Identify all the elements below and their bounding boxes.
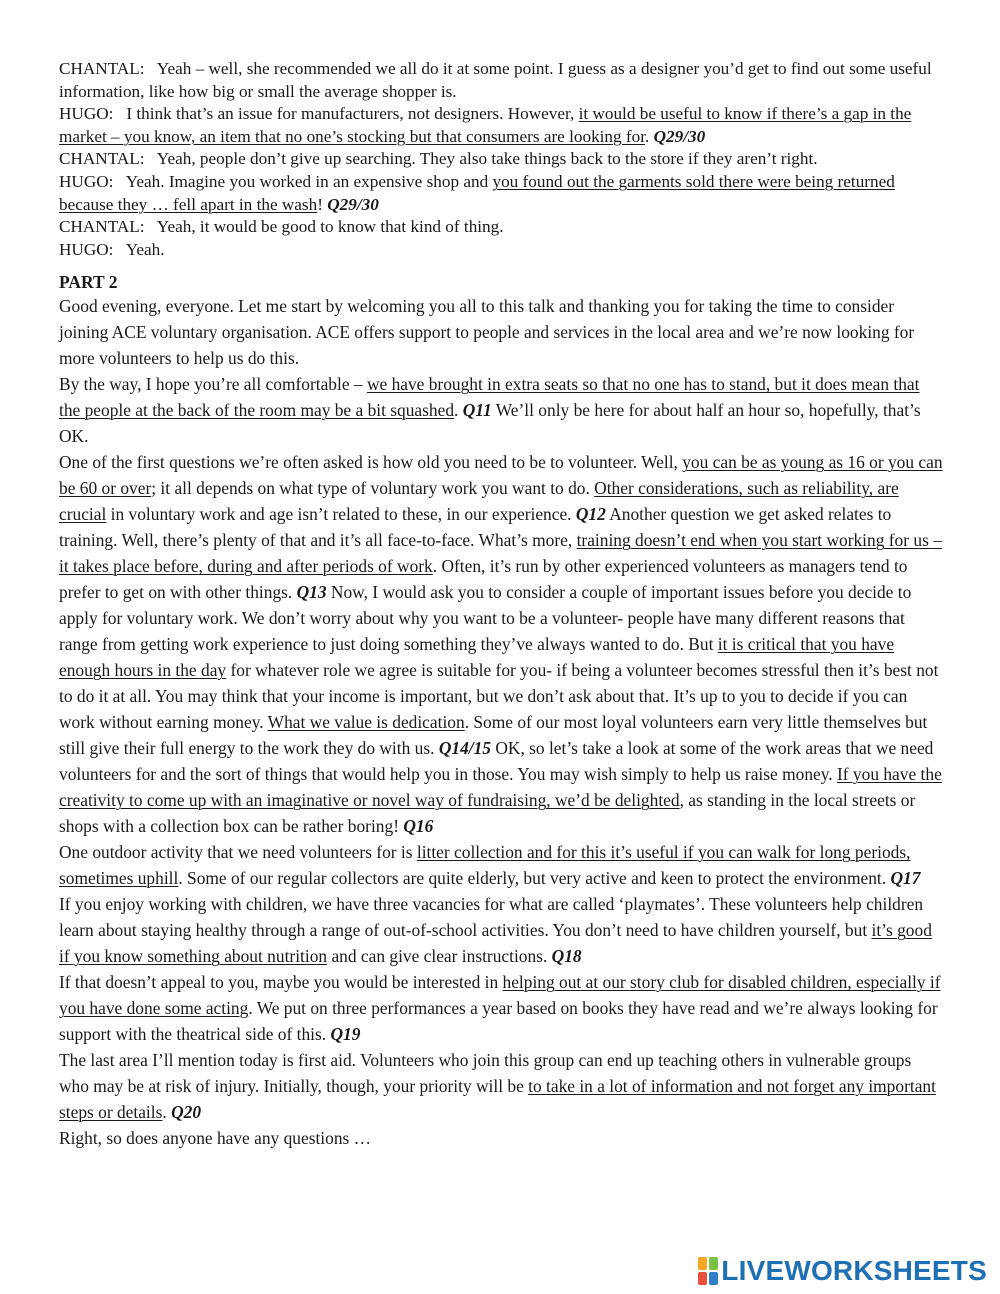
- underlined-answer: Other considerations, such as reliability, are crucial: [59, 478, 899, 525]
- text-run: We’ll only be here for about half an hour so, hopefully, that’s OK.: [59, 400, 921, 447]
- speaker-name: HUGO:: [59, 239, 114, 259]
- paragraph: [59, 293, 944, 371]
- question-marker: Q16: [403, 816, 434, 837]
- text-run: ; it all depends on what type of voluntary work you want to do.: [151, 478, 595, 499]
- question-marker: Q17: [890, 868, 921, 889]
- underlined-answer: helping out at our story club for disabled children, especially if you have done some acting: [59, 972, 941, 1019]
- paragraph: [59, 1047, 944, 1125]
- dialogue-line: [59, 216, 944, 239]
- paragraph: [59, 969, 944, 1047]
- text-run: , as standing in the local streets or shops with a collection box can be rather boring!: [59, 790, 916, 837]
- text-run: Yeah.: [125, 239, 165, 259]
- question-marker: Q11: [462, 400, 492, 421]
- text-run: Right, so does anyone have any questions …: [59, 1128, 372, 1149]
- text-run: .: [162, 1102, 172, 1123]
- text-run: !: [317, 194, 328, 214]
- underlined-answer: you found out the garments sold there were being returned because they … fell apart in the wash: [59, 171, 895, 214]
- text-run: . Some of our regular collectors are quite elderly, but very active and keen to protect the environment.: [178, 868, 891, 889]
- liveworksheets-logo: [698, 1256, 987, 1286]
- underlined-answer: training doesn’t end when you start working for us – it takes place before, during and after periods of work: [59, 530, 942, 577]
- paragraph: [59, 371, 944, 449]
- text-run: By the way, I hope you’re all comfortable –: [59, 374, 367, 395]
- logo-mark-icon: [698, 1257, 718, 1285]
- underlined-answer: it is critical that you have enough hours in the day: [59, 634, 895, 681]
- logo-mark-tile: [709, 1257, 718, 1270]
- text-run: The last area I’ll mention today is first aid. Volunteers who join this group can end up teaching others in vulnerable groups who may be at risk of injury. Initially, though, your priority will be: [59, 1050, 912, 1097]
- text-run: If you enjoy working with children, we have three vacancies for what are called ‘playmates’. These volunteers help children learn about staying healthy through a range of out-of-school activities. You don’t need to have children yourself, but: [59, 894, 924, 941]
- text-run: .: [645, 126, 654, 146]
- text-run: Now, I would ask you to consider a couple of important issues before you decide to apply for voluntary work. We don’t worry about why you want to be a volunteer- people have many different reasons that range from getting work experience to just doing something they’ve always wanted to do. But: [59, 582, 912, 655]
- text-run: . We put on three performances a year based on books they have read and we’re always looking for support with the theatrical side of this.: [59, 998, 938, 1045]
- speaker-name: CHANTAL:: [59, 59, 145, 78]
- question-marker: Q18: [551, 946, 582, 967]
- text-run: Another question we get asked relates to training. Well, there’s plenty of that and it’s all face-to-face. What’s more,: [59, 504, 892, 551]
- paragraph: [59, 449, 944, 839]
- question-marker: Q20: [171, 1102, 202, 1123]
- paragraph: [59, 891, 944, 969]
- dialogue-line: [59, 103, 944, 148]
- text-run: Yeah, it would be good to know that kind of thing.: [156, 217, 504, 237]
- text-run: Good evening, everyone. Let me start by welcoming you all to this talk and thanking you for taking the time to consider joining ACE voluntary organisation. ACE offers support to people and services in the local area and we’re now looking for more volunteers to help us do this.: [59, 296, 915, 369]
- part2-body: [59, 293, 944, 1151]
- underlined-answer: If you have the creativity to come up with an imaginative or novel way of fundraising, we’d be delighted: [59, 764, 942, 811]
- text-run: If that doesn’t appeal to you, maybe you would be interested in: [59, 972, 503, 993]
- text-run: OK, so let’s take a look at some of the work areas that we need volunteers for and the sort of things that would help you in those. You may wish simply to help us raise money.: [59, 738, 934, 785]
- text-run: Yeah, people don’t give up searching. They also take things back to the store if they aren’t right.: [156, 149, 818, 169]
- logo-text: LIVEWORKSHEETS: [721, 1255, 987, 1286]
- text-run: . Some of our most loyal volunteers earn very little themselves but still give their full energy to the work they do with us.: [59, 712, 928, 759]
- transcript-page: [59, 58, 944, 1151]
- speaker-name: CHANTAL:: [59, 217, 145, 237]
- speaker-name: HUGO:: [59, 171, 114, 191]
- dialogue-line: [59, 58, 944, 103]
- question-marker: Q29/30: [653, 126, 706, 146]
- underlined-answer: we have brought in extra seats so that no one has to stand, but it does mean that the people at the back of the room may be a bit squashed: [59, 374, 920, 421]
- underlined-answer: you can be as young as 16 or you can be 60 or over: [59, 452, 943, 499]
- underlined-answer: What we value is dedication: [267, 712, 465, 733]
- text-run: in voluntary work and age isn’t related to these, in our experience.: [106, 504, 576, 525]
- question-marker: Q29/30: [327, 194, 379, 214]
- text-run: for whatever role we agree is suitable for you- if being a volunteer becomes stressful then it’s best not to do it at all. You may think that your income is important, but we don’t ask about that. It’s up to you to decide if you can work without earning money.: [59, 660, 939, 733]
- logo-mark-tile: [709, 1272, 718, 1285]
- question-marker: Q13: [296, 582, 327, 603]
- text-run: .: [454, 400, 463, 421]
- underlined-answer: it would be useful to know if there’s a gap in the market – you know, an item that no one’s stocking but that consumers are looking for: [59, 104, 912, 146]
- underlined-answer: to take in a lot of information and not forget any important steps or details: [59, 1076, 936, 1123]
- underlined-answer: litter collection and for this it’s useful if you can walk for long periods, sometimes uphill: [59, 842, 911, 889]
- text-run: One of the first questions we’re often asked is how old you need to be to volunteer. Well,: [59, 452, 683, 473]
- speaker-name: HUGO:: [59, 104, 114, 124]
- text-run: One outdoor activity that we need volunteers for is: [59, 842, 417, 863]
- paragraph: [59, 1125, 944, 1151]
- text-run: and can give clear instructions.: [327, 946, 552, 967]
- paragraph: [59, 839, 944, 891]
- dialogue-line: [59, 171, 944, 216]
- logo-mark-tile: [698, 1272, 707, 1285]
- logo-mark-tile: [698, 1257, 707, 1270]
- text-run: I think that’s an issue for manufacturers, not designers. However,: [126, 104, 579, 124]
- speaker-name: CHANTAL:: [59, 149, 145, 169]
- text-run: Yeah – well, she recommended we all do it at some point. I guess as a designer you’d get to find out some useful information, like how big or small the average shopper is.: [59, 59, 932, 101]
- underlined-answer: it’s good if you know something about nutrition: [59, 920, 932, 967]
- part-heading: PART 2: [59, 272, 118, 293]
- dialogue-section: [59, 58, 944, 261]
- question-marker: Q12: [575, 504, 606, 525]
- question-marker: Q14/15: [438, 738, 491, 759]
- question-marker: Q19: [330, 1024, 361, 1045]
- dialogue-line: [59, 239, 944, 262]
- dialogue-line: [59, 148, 944, 171]
- text-run: . Often, it’s run by other experienced volunteers as managers tend to prefer to get on with other things.: [59, 556, 908, 603]
- text-run: Yeah. Imagine you worked in an expensive shop and: [125, 171, 493, 191]
